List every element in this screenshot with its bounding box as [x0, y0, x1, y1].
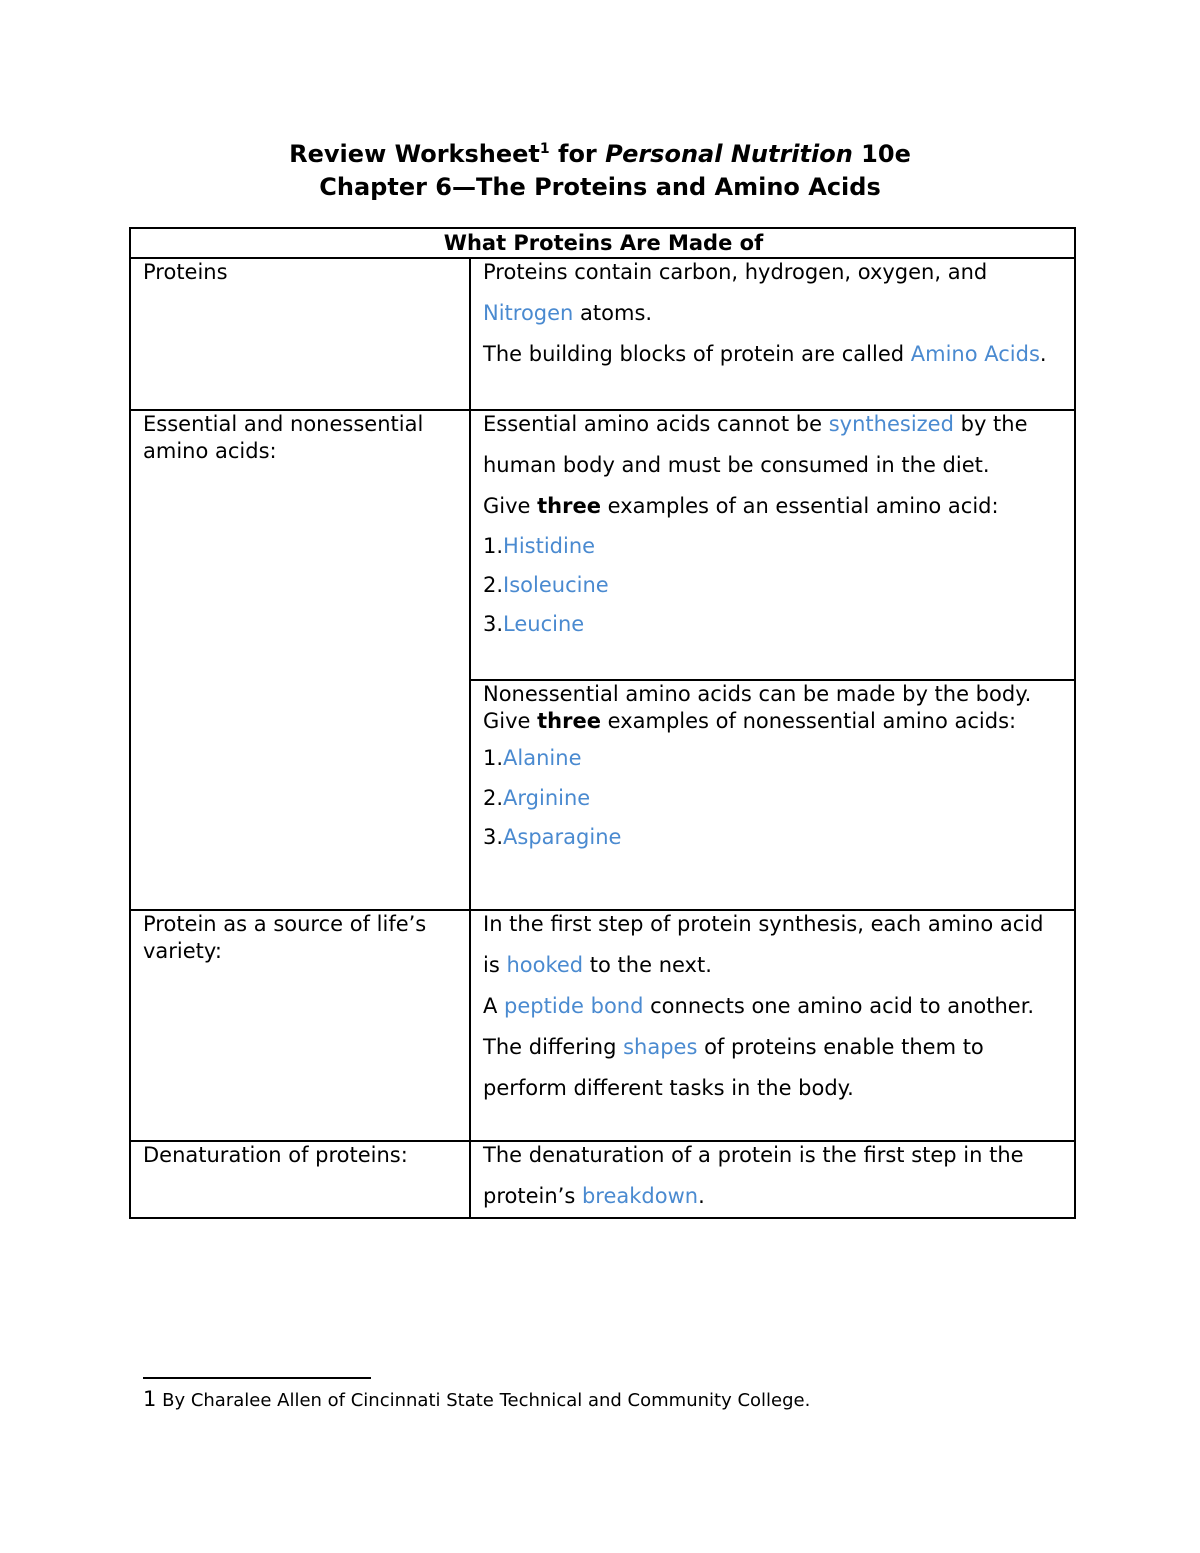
- footnote-ref[interactable]: 1: [539, 141, 550, 157]
- list-item: [483, 527, 1064, 566]
- answer: Arginine: [503, 786, 591, 810]
- sentence: [483, 1027, 1064, 1109]
- answer: shapes: [623, 1035, 698, 1059]
- text: The building blocks of protein are called: [483, 342, 911, 366]
- answer: Alanine: [503, 746, 582, 770]
- answer: Amino Acids: [910, 342, 1040, 366]
- row-label: Essential and nonessential amino acids:: [143, 412, 424, 463]
- text: .: [698, 1184, 705, 1208]
- list-item: [483, 605, 1064, 643]
- list-item: [483, 778, 1064, 818]
- prompt: [483, 486, 1064, 527]
- emphasis: three: [537, 494, 601, 518]
- text: examples of nonessential amino acids:: [600, 709, 1017, 733]
- footnote-text: By Charalee Allen of Cincinnati State Technical and Community College.: [156, 1390, 811, 1411]
- row-label-cell: [130, 258, 470, 410]
- title-line-2: Chapter 6—The Proteins and Amino Acids: [319, 173, 881, 201]
- answer: Nitrogen: [483, 301, 574, 325]
- row-label-cell: [130, 410, 470, 910]
- answer: Isoleucine: [503, 573, 609, 597]
- answer: hooked: [506, 953, 584, 977]
- list-item: [483, 818, 1064, 856]
- text: The denaturation of a protein is the first step in the protein’s: [483, 1143, 1024, 1208]
- emphasis: three: [537, 709, 601, 733]
- worksheet-table: [129, 227, 1076, 1219]
- item-number: 1.: [483, 534, 504, 558]
- row-label-cell: [130, 910, 470, 1141]
- text: Proteins contain carbon, hydrogen, oxygen, and: [483, 260, 988, 284]
- title-text: for: [549, 140, 606, 168]
- text: In the first step of protein synthesis, each amino acid is: [483, 912, 1044, 977]
- text: examples of an essential amino acid:: [600, 494, 999, 518]
- row-label: Protein as a source of life’s variety:: [143, 912, 427, 963]
- answer: Asparagine: [503, 825, 622, 849]
- item-number: 1.: [483, 746, 504, 770]
- answer: peptide bond: [504, 994, 644, 1018]
- sentence: [483, 252, 1064, 334]
- footnote: [143, 1386, 810, 1414]
- text: The differing: [483, 1035, 624, 1059]
- text: A: [483, 994, 505, 1018]
- sentence: [483, 1141, 1064, 1217]
- item-number: 3.: [483, 612, 504, 636]
- answer: synthesized: [828, 412, 954, 436]
- sentence: [483, 986, 1064, 1027]
- text: of proteins enable them to perform different tasks in the body.: [483, 1035, 984, 1100]
- table-row: [130, 910, 1075, 1141]
- table-header: What Proteins Are Made of: [130, 228, 1075, 258]
- row-content-cell: [470, 910, 1075, 1141]
- item-number: 2.: [483, 573, 504, 597]
- sentence: Nonessential amino acids can be made by the body.: [483, 682, 1032, 706]
- item-number: 2.: [483, 786, 504, 810]
- prompt: [483, 708, 1064, 735]
- title-line-1: [0, 138, 1200, 171]
- row-label: Denaturation of proteins:: [143, 1143, 408, 1167]
- worksheet-title: [0, 138, 1200, 204]
- answer: Leucine: [503, 612, 585, 636]
- answer: breakdown: [581, 1184, 699, 1208]
- list-item: [483, 739, 1064, 778]
- sentence: [483, 910, 1064, 986]
- item-number: 3.: [483, 825, 504, 849]
- row-content-cell: [470, 680, 1075, 910]
- row-label-cell: [130, 1141, 470, 1218]
- row-label: Proteins: [143, 260, 228, 284]
- edition: 10e: [852, 140, 911, 168]
- table-row: [130, 410, 1075, 680]
- text: by the human body and must be consumed in the diet.: [483, 412, 1028, 477]
- table-row: [130, 258, 1075, 410]
- list-item: [483, 566, 1064, 605]
- title-text: Review Worksheet: [289, 140, 540, 168]
- row-content-cell: [470, 1141, 1075, 1218]
- text: .: [1039, 342, 1047, 366]
- footnote-separator: [143, 1377, 371, 1379]
- sentence: [483, 334, 1064, 375]
- row-content-cell: [470, 258, 1075, 410]
- text: atoms.: [573, 301, 653, 325]
- book-title: Personal Nutrition: [605, 140, 853, 168]
- text: Give: [483, 709, 538, 733]
- sentence: [483, 410, 1064, 486]
- text: Give: [483, 494, 538, 518]
- answer: Histidine: [503, 534, 596, 558]
- text: connects one amino acid to another.: [643, 994, 1035, 1018]
- row-content-cell: [470, 410, 1075, 680]
- text: to the next.: [583, 953, 712, 977]
- footnote-number: 1: [143, 1387, 157, 1411]
- text: Essential amino acids cannot be: [483, 412, 829, 436]
- table-row: [130, 1141, 1075, 1218]
